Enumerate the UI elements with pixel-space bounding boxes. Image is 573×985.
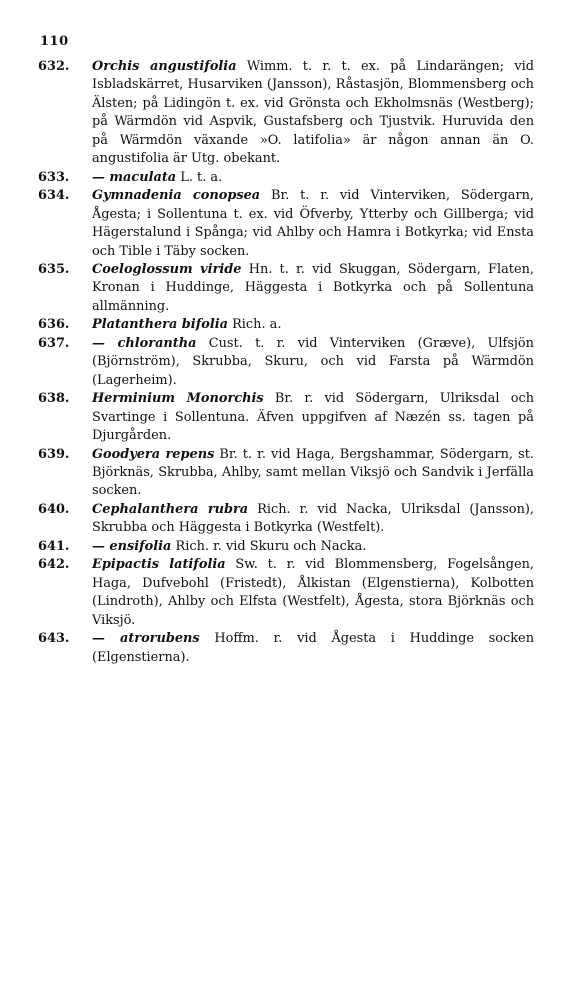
species-name: Orchis angustifolia [92,59,237,74]
entry-text: Sw. t. r. vid Blommensberg, Fogelsången, Haga, Dufvebohl (Fristedt), Ålkistan (Elgenstierna), Kolbotten (Lindroth), Ahlby och Elfsta (Westfelt), Ågesta, stora Björknäs och Viksjö. [92,557,535,628]
species-name: Gymnadenia conopsea [92,188,261,204]
entry-number: 640. [38,501,70,517]
entry-text: Rich. r. vid Skuru och Nacka. [175,538,367,554]
entry [38,630,534,667]
entry [38,261,534,316]
entry-number: 635. [38,261,70,277]
entry-text: Cust. t. r. vid Vinterviken (Græve), Ulfsjön (Björnström), Skrubba, Skuru, och vid Farsta på Wärmdön (Lagerheim). [92,335,534,388]
entry [38,58,534,169]
entry-number: 642. [38,557,70,573]
species-name: Herminium Monorchis [92,391,264,407]
entry [38,390,534,445]
species-name: Goodyera repens [92,446,215,462]
entry [38,169,534,187]
entry [38,538,534,556]
entry [38,187,534,261]
entry-text: Rich. r. vid Nacka, Ulriksdal (Jansson), Skrubba och Häggesta i Botkyrka (Westfelt). [92,501,535,536]
entry-number: 633. [38,169,70,185]
page-number: 110 [40,34,69,49]
species-name: Cephalanthera rubra [92,501,249,517]
entry [38,335,534,390]
species-name: Platanthera bifolia [92,317,228,333]
entry-list [38,58,534,667]
entry [38,556,534,630]
entry-number: 637. [38,335,70,351]
entry-number: 632. [38,59,70,74]
species-name: — chlorantha [92,335,197,351]
entry-text: Br. t. r. vid Haga, Bergshammar, Södergarn, st. Björknäs, Skrubba, Ahlby, samt mellan Viksjö och Sandvik i Jerfälla socken. [92,446,534,499]
entry-number: 634. [38,188,70,204]
entry-text: Br. r. vid Södergarn, Ulriksdal och Svartinge i Sollentuna. Äfven uppgifven af Næzén ss. tagen på Djurgården. [92,391,534,444]
entry [38,501,534,538]
entry-text: Rich. a. [232,317,282,333]
entry-text: Hoffm. r. vid Ågesta i Huddinge socken (Elgenstierna). [92,631,534,665]
entry-text: Hn. t. r. vid Skuggan, Södergarn, Flaten, Kronan i Huddinge, Häggesta i Botkyrka och på Sollentuna allmänning. [92,261,534,314]
entry [38,446,534,501]
entry-number: 636. [38,317,70,333]
entry [38,316,534,334]
entry-number: 641. [38,538,70,554]
species-name: — maculata [92,169,177,185]
entry-number: 639. [38,446,70,462]
entry-text: Br. t. r. vid Vinterviken, Södergarn, Ågesta; i Sollentuna t. ex. vid Öfverby, Ytterby och Gillberga; vid Hägerstalund i Spånga; vid Ahlby och Hamra i Botkyrka; vid Ensta och Tible i Täby socken. [92,188,535,259]
species-name: Coeloglossum viride [92,261,242,277]
entry-text: Wimm. t. r. t. ex. på Lindarängen; vid Isbladskärret, Husarviken (Jansson), Råstasjön, Blommensberg och Älsten; på Lidingön t. ex. vid Grönsta och Ekholmsnäs (Westberg); på Wärmdön vid Aspvik, Gustafsberg och Tjustvik. Huruvida den på Wärmdön växande »O. latifolia» är någon annan än O. angustifolia är Utg. obekant. [92,59,534,167]
species-name: Epipactis latifolia [92,557,226,573]
entry-number: 638. [38,391,70,407]
entry-number: 643. [38,631,70,647]
species-name: — atrorubens [92,631,200,647]
entry-text: L. t. a. [180,169,223,185]
species-name: — ensifolia [92,538,172,554]
